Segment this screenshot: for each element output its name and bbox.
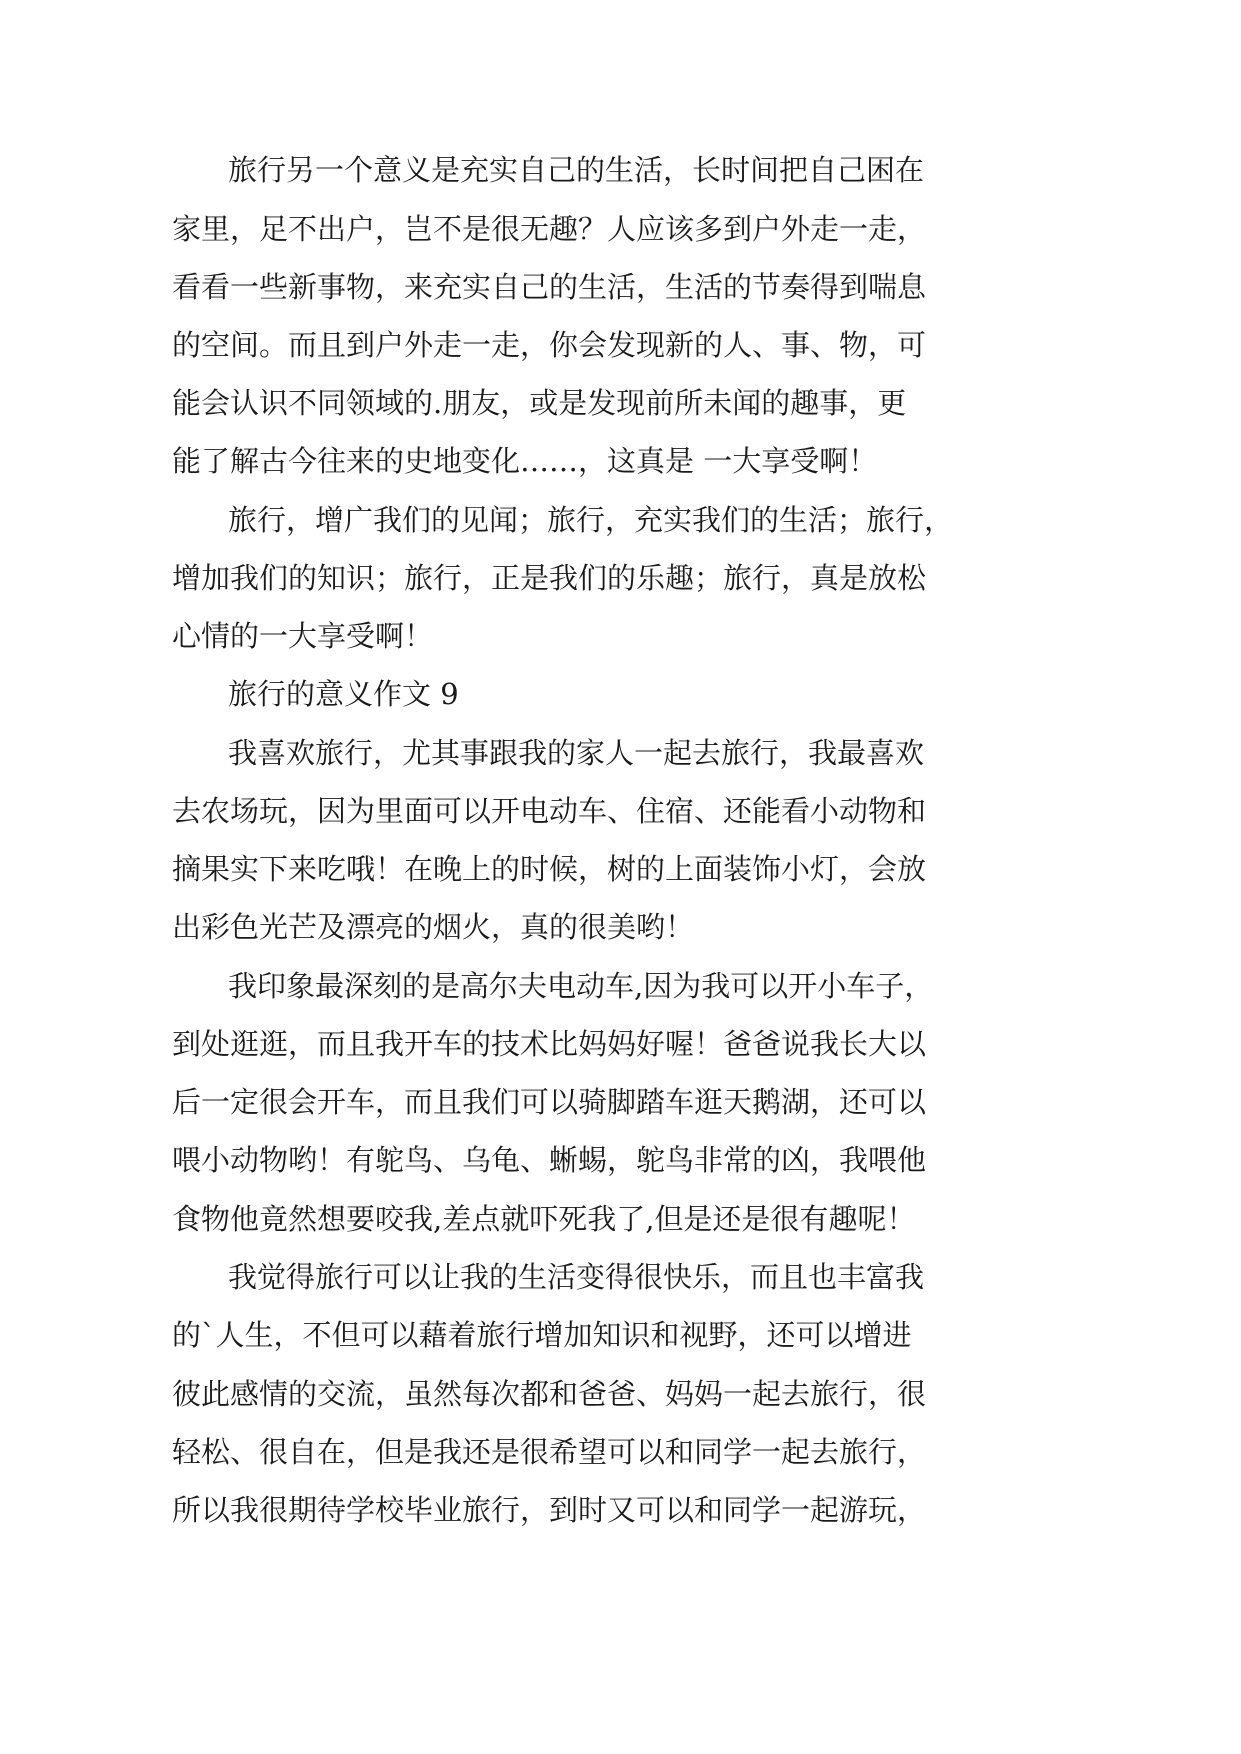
text-line: 出彩色光芒及漂亮的烟火，真的很美哟！ [172,910,695,944]
text-line: 增加我们的知识；旅行，正是我们的乐趣；旅行，真是放松 [172,561,927,595]
text-line: 能会认识不同领域的.朋友，或是发现前所未闻的趣事，更 [172,386,907,420]
text-line: 轻松、很自在，但是我还是很希望可以和同学一起去旅行， [172,1435,927,1469]
text-line: 看看一些新事物，来充实自己的生活，生活的节奏得到喘息 [172,270,927,304]
text-line: 旅行另一个意义是充实自己的生活，长时间把自己困在 [228,153,925,187]
text-line: 摘果实下来吃哦！在晚上的时候，树的上面装饰小灯，会放 [172,852,927,886]
text-line: 能了解古今往来的史地变化……，这真是 一大享受啊！ [172,444,878,478]
text-line: 家里，足不出户，岂不是很无趣？人应该多到户外走一走， [172,212,927,246]
text-line: 我喜欢旅行，尤其事跟我的家人一起去旅行，我最喜欢 [228,736,925,770]
text-line: 喂小动物哟！有鸵鸟、乌龟、蜥蜴，鸵鸟非常的凶，我喂他 [172,1143,927,1177]
text-line: 去农场玩，因为里面可以开电动车、住宿、还能看小动物和 [172,794,927,828]
text-line: 食物他竟然想要咬我,差点就吓死我了,但是还是很有趣呢！ [172,1202,916,1236]
text-line: 心情的一大享受啊！ [172,619,434,653]
text-line: 到处逛逛，而且我开车的技术比妈妈好喔！爸爸说我长大以 [172,1027,927,1061]
text-line: 后一定很会开车，而且我们可以骑脚踏车逛天鹅湖，还可以 [172,1085,927,1119]
text-line: 所以我很期待学校毕业旅行，到时又可以和同学一起游玩， [172,1493,927,1527]
text-line: 的`人生，不但可以藉着旅行增加知识和视野，还可以增进 [172,1318,912,1352]
text-line: 我印象最深刻的是高尔夫电动车,因为我可以开小车子， [228,969,934,1003]
text-line: 的空间。而且到户外走一走，你会发现新的人、事、物，可 [172,328,927,362]
section-heading: 旅行的意义作文 9 [228,677,459,711]
text-line: 旅行，增广我们的见闻；旅行，充实我们的生活；旅行， [228,503,954,537]
text-line: 我觉得旅行可以让我的生活变得很快乐，而且也丰富我 [228,1260,925,1294]
text-line: 彼此感情的交流，虽然每次都和爸爸、妈妈一起去旅行，很 [172,1377,927,1411]
